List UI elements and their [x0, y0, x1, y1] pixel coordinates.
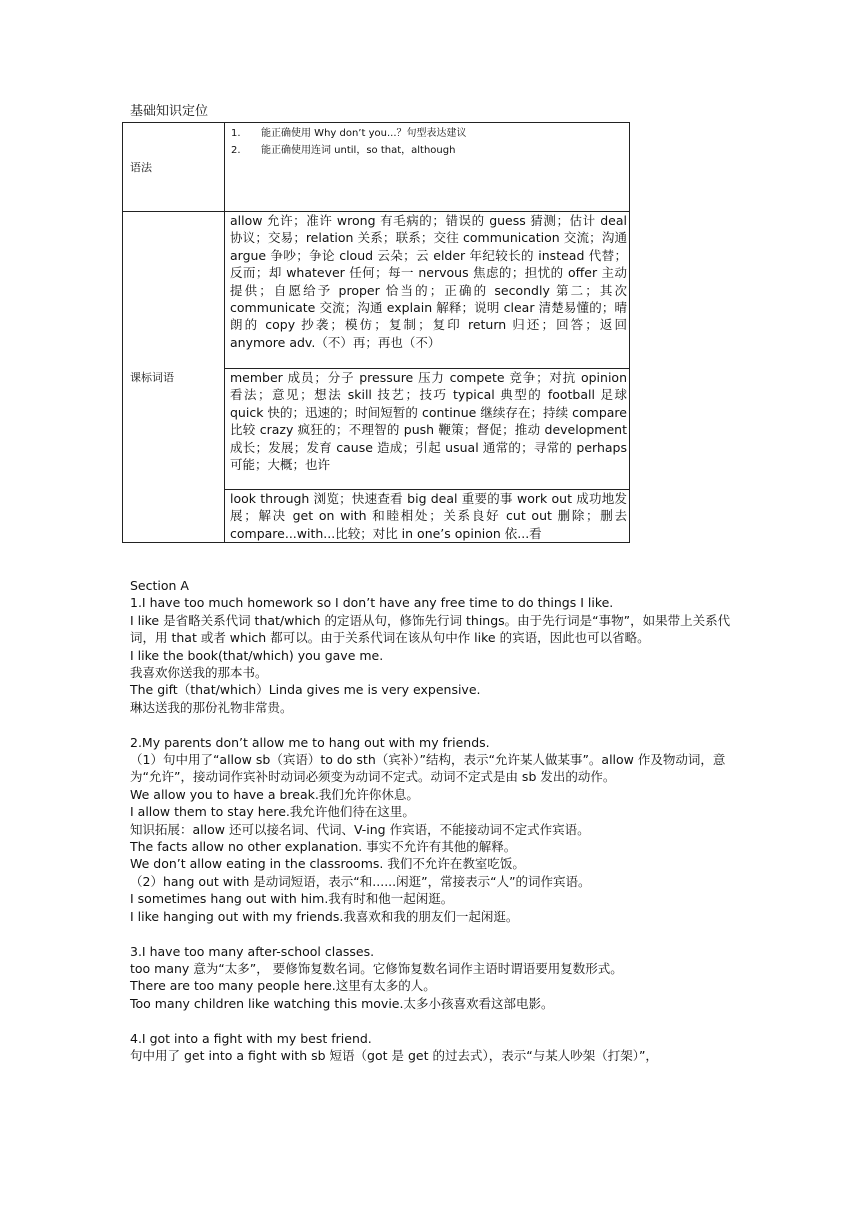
- grammar-item-number: 1.: [231, 128, 241, 139]
- paragraph: 知识拓展：allow 还可以接名词、代词、V-ing 作宾语，不能接动词不定式作宾语。: [130, 821, 590, 837]
- example-sentence: The facts allow no other explanation. 事实不允许有其他的解释。: [130, 839, 517, 855]
- paragraph: （1）句中用了“allow sb（宾语）to do sth（宾补）”结构，表示“允许某人做某事”。allow 作及物动词，意为“允许”，接动词作宾补时动词必须变为动词不定式。动词不定式是由 sb 发出的动作。: [130, 752, 726, 785]
- vocab-cell-1: [225, 212, 630, 369]
- example-sentence: I like hanging out with my friends.我喜欢和我的朋友们一起闲逛。: [130, 908, 519, 924]
- example-sentence: We allow you to have a break.我们允许你休息。: [130, 786, 419, 802]
- example-sentence: I sometimes hang out with him.我有时和他一起闲逛。: [130, 891, 454, 907]
- vocab-text-3: look through 浏览；快速查看 big deal 重要的事 work out 成功地发展；解决 get on with 和睦相处；关系良好 cut out 删除；删去 compare...with...比较；对比 in one’s opinion 依...看: [230, 491, 627, 541]
- sentence-4-title: 4.I got into a fight with my best friend.: [130, 1030, 372, 1046]
- section-a: [130, 577, 740, 1064]
- vocab-cell-3: [225, 490, 630, 543]
- example-translation: 我喜欢你送我的那本书。: [130, 665, 268, 681]
- grammar-item-number: 2.: [231, 145, 241, 156]
- vocab-text-1: allow 允许；准许 wrong 有毛病的；错误的 guess 猜测；估计 deal 协议；交易；relation 关系；联系；交往 communication 交流；沟通 argue 争吵；争论 cloud 云朵；云 elder 年纪较长的 instead 代替；反而；却 whatever 任何；每一 nervous 焦虑的；担忧的 offer 主动提供；自愿给予 proper 恰当的；正确的 secondly 第二；其次 communicate 交流；沟通 explain 解释；说明 clear 清楚易懂的；晴朗的 copy 抄袭；模仿；复制；复印 return 归还；回答；返回 anymore adv.（不）再；再也（不）: [230, 213, 627, 350]
- grammar-item: [231, 142, 623, 159]
- paragraph: （2）hang out with 是动词短语，表示“和......闲逛”，常接表示“人”的词作宾语。: [130, 873, 591, 889]
- example-sentence: We don’t allow eating in the classrooms. 我们不允许在教室吃饭。: [130, 856, 525, 872]
- grammar-label: 语法: [130, 161, 152, 174]
- grammar-item: [231, 125, 623, 142]
- grammar-label-cell: [123, 123, 225, 212]
- vocab-cell-2: [225, 369, 630, 490]
- section-heading: Section A: [130, 578, 189, 593]
- vocab-label: 课标词语: [130, 371, 174, 384]
- vocab-text-2: member 成员；分子 pressure 压力 compete 竞争；对抗 opinion 看法；意见；想法 skill 技艺；技巧 typical 典型的 football 足球 quick 快的；迅速的；时间短暂的 continue 继续存在；持续 compare 比较 crazy 疯狂的；不理智的 push 鞭策；督促；推动 development 成长；发展；发育 cause 造成；引起 usual 通常的；寻常的 perhaps 可能；大概；也许: [230, 370, 627, 473]
- example-sentence: The gift（that/which）Linda gives me is very expensive.: [130, 682, 481, 698]
- example-sentence: I allow them to stay here.我允许他们待在这里。: [130, 804, 415, 820]
- grammar-cell: [225, 123, 630, 212]
- paragraph: I like 是省略关系代词 that/which 的定语从句，修饰先行词 things。由于先行词是“事物”，如果带上关系代词，用 that 或者 which 都可以。由于关系代词在该从句中作 like 的宾语，因此也可以省略。: [130, 612, 731, 646]
- vocab-label-cell: [123, 212, 225, 543]
- sentence-1-title: 1.I have too much homework so I don’t have any free time to do things I like.: [130, 595, 614, 611]
- section-title: 基础知识定位: [130, 104, 209, 119]
- example-sentence: Too many children like watching this movie.太多小孩喜欢看这部电影。: [130, 995, 554, 1011]
- paragraph: 句中用了 get into a fight with sb 短语（got 是 get 的过去式），表示“与某人吵架（打架）”，: [130, 1047, 658, 1063]
- sentence-3-title: 3.I have too many after-school classes.: [130, 943, 375, 959]
- grammar-item-text: 能正确使用 Why don’t you...？句型表达建议: [261, 128, 467, 139]
- example-sentence: There are too many people here.这里有太多的人。: [130, 978, 436, 994]
- grammar-item-text: 能正确使用连词 until，so that，although: [261, 145, 456, 156]
- example-sentence: I like the book(that/which) you gave me.: [130, 647, 384, 663]
- example-translation: 琳达送我的那份礼物非常贵。: [130, 699, 293, 715]
- sentence-2-title: 2.My parents don’t allow me to hang out with my friends.: [130, 734, 490, 750]
- knowledge-table: [122, 122, 630, 543]
- paragraph: too many 意为“太多”， 要修饰复数名词。它修饰复数名词作主语时谓语要用复数形式。: [130, 960, 623, 976]
